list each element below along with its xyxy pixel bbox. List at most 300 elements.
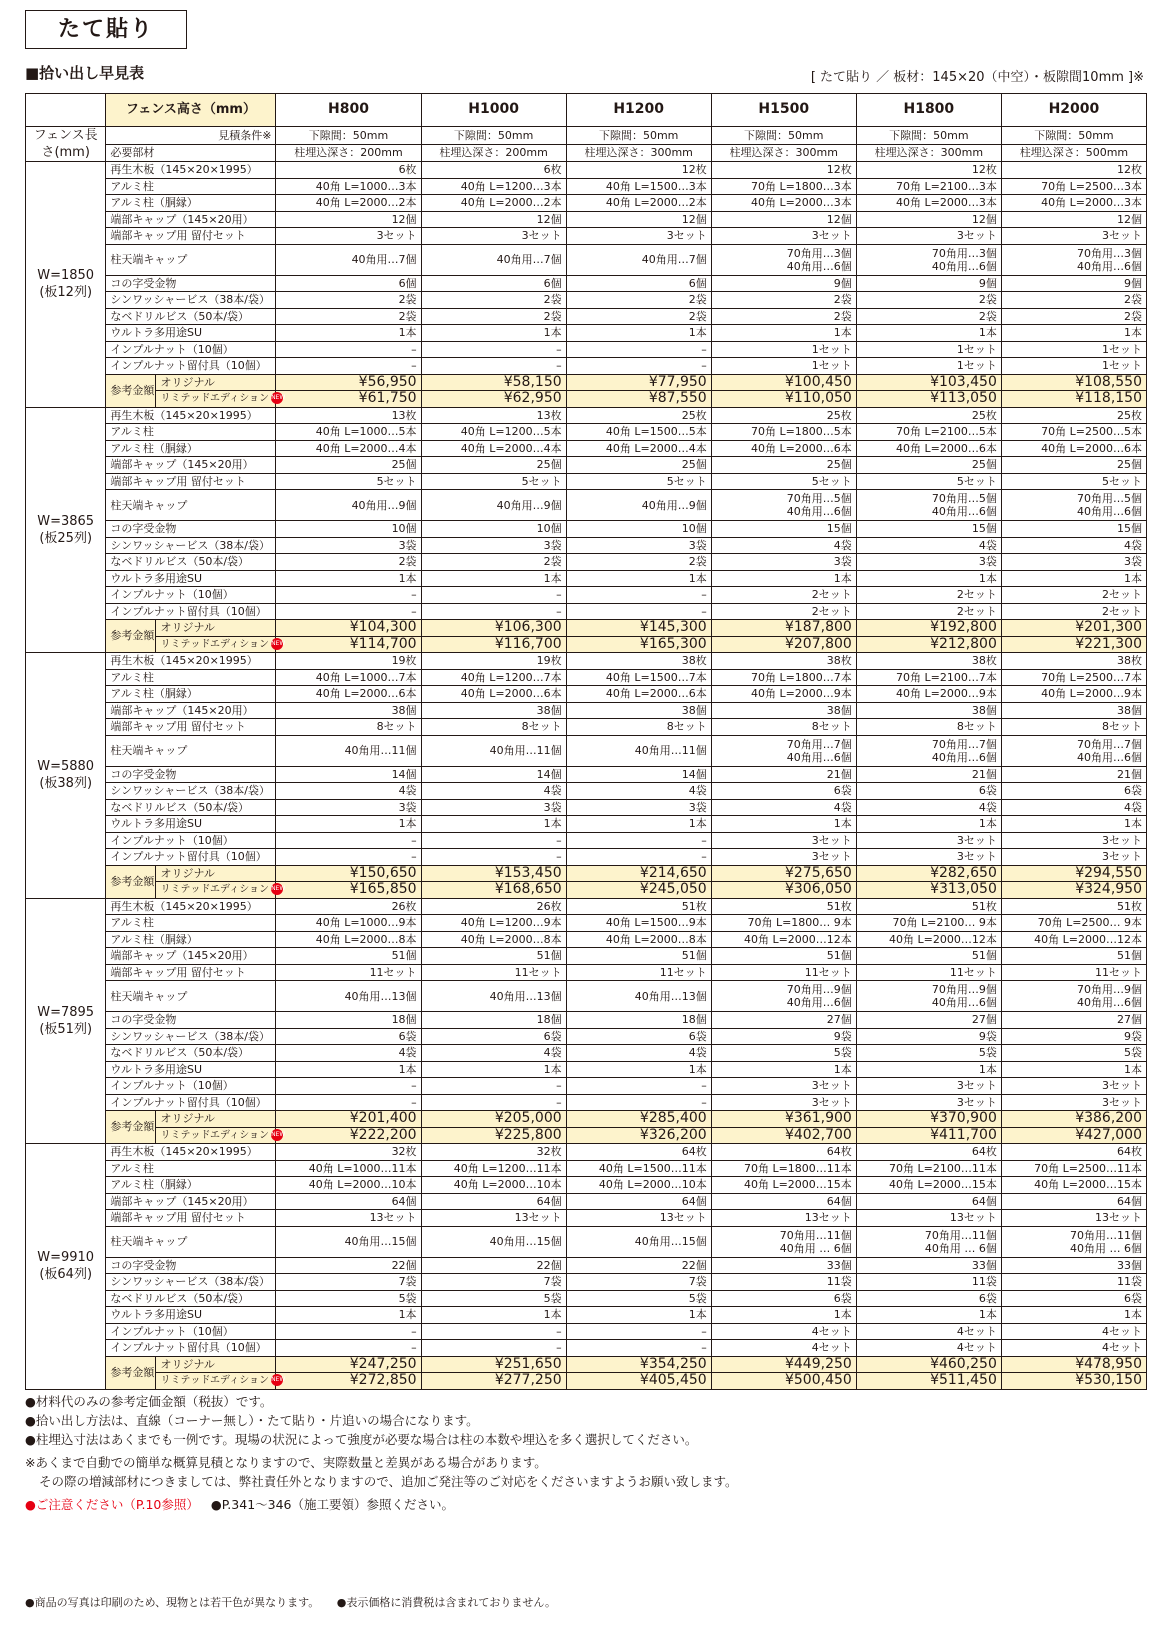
part-value: – [566, 1094, 711, 1111]
original-price: ¥214,650 [566, 865, 711, 882]
original-price: ¥285,400 [566, 1111, 711, 1128]
part-value: 3セット [1001, 1094, 1146, 1111]
part-value: 40角 L=2000…10本 [276, 1177, 421, 1194]
limited-price: ¥405,450 [566, 1373, 711, 1390]
part-value: 4袋 [711, 799, 856, 816]
part-value: 3セット [856, 228, 1001, 245]
gap-condition: 下隙間：50mm [421, 127, 566, 145]
part-value: 70角 L=1800… 9本 [711, 915, 856, 932]
part-value: 1本 [1001, 816, 1146, 833]
part-name: アルミ柱 [106, 669, 276, 686]
part-value: 64枚 [566, 1144, 711, 1161]
part-name: 柱天端キャップ [106, 1226, 276, 1257]
fence-height-label: フェンス高さ（mm） [106, 94, 276, 127]
part-value: 1本 [1001, 1307, 1146, 1324]
fence-length-label: フェンス長さ(mm) [26, 127, 106, 162]
part-value: 70角 L=2100…3本 [856, 178, 1001, 195]
part-name: コの字受金物 [106, 275, 276, 292]
part-value: 25個 [566, 457, 711, 474]
limited-price: ¥277,250 [421, 1373, 566, 1390]
part-name: 柱天端キャップ [106, 244, 276, 275]
part-name: アルミ柱（胴縁） [106, 195, 276, 212]
original-price: ¥145,300 [566, 620, 711, 637]
part-value: 6枚 [276, 162, 421, 179]
part-value-line: 70角用…5個 [1077, 492, 1142, 505]
part-value [1001, 735, 1146, 766]
part-value: 70角 L=2100…11本 [856, 1160, 1001, 1177]
original-label: オリジナル [156, 1111, 276, 1128]
part-name: ウルトラ多用途SU [106, 1307, 276, 1324]
limited-price: ¥62,950 [421, 391, 566, 408]
part-value: 6袋 [276, 1028, 421, 1045]
part-value: 11セット [421, 964, 566, 981]
part-value: 27個 [1001, 1012, 1146, 1029]
gap-condition: 下隙間：50mm [711, 127, 856, 145]
new-badge-icon: NEW [271, 1129, 283, 1141]
original-price: ¥153,450 [421, 865, 566, 882]
part-name: シンワッシャービス（38本/袋） [106, 1028, 276, 1045]
estimate-table [25, 93, 1147, 1390]
part-value-line: 40角用…6個 [931, 505, 997, 518]
part-value: 40角用…9個 [276, 490, 421, 521]
original-price: ¥460,250 [856, 1356, 1001, 1373]
part-value: 40角 L=2000…9本 [1001, 686, 1146, 703]
part-value: 12個 [856, 211, 1001, 228]
part-value: 22個 [276, 1257, 421, 1274]
part-value: 4袋 [276, 783, 421, 800]
part-value: 4袋 [421, 783, 566, 800]
part-value: 8セット [1001, 719, 1146, 736]
part-value: 3袋 [1001, 554, 1146, 571]
part-value: 10個 [566, 521, 711, 538]
original-price: ¥106,300 [421, 620, 566, 637]
part-value-line: 70角用…9個 [786, 983, 852, 996]
new-badge-icon: NEW [271, 1374, 283, 1386]
part-name: 柱天端キャップ [106, 490, 276, 521]
part-value: 4セット [711, 1323, 856, 1340]
width-group-label [26, 1144, 106, 1390]
part-value: 51個 [421, 948, 566, 965]
part-value: 1本 [421, 1061, 566, 1078]
gap-condition: 下隙間：50mm [276, 127, 421, 145]
part-name: ウルトラ多用途SU [106, 1061, 276, 1078]
gap-condition: 下隙間：50mm [566, 127, 711, 145]
part-value: 40角 L=1000…5本 [276, 424, 421, 441]
part-value: 6袋 [711, 783, 856, 800]
part-value: 2袋 [566, 308, 711, 325]
part-value: 40角用…13個 [566, 981, 711, 1012]
original-price: ¥205,000 [421, 1111, 566, 1128]
part-value: – [276, 1323, 421, 1340]
part-value: 4袋 [566, 783, 711, 800]
part-value: 40角 L=1200…7本 [421, 669, 566, 686]
part-value: 32枚 [276, 1144, 421, 1161]
part-value: 64個 [421, 1193, 566, 1210]
part-name: コの字受金物 [106, 766, 276, 783]
footer [25, 1594, 556, 1610]
part-value: 40角用…7個 [421, 244, 566, 275]
part-value: – [421, 587, 566, 604]
part-name: 端部キャップ（145×20用） [106, 948, 276, 965]
limited-price: ¥324,950 [1001, 882, 1146, 899]
part-value: 25枚 [566, 407, 711, 424]
width-group-label [26, 162, 106, 408]
part-value: 12個 [421, 211, 566, 228]
part-value: 15個 [711, 521, 856, 538]
part-value-line: 40角用 … 6個 [779, 1241, 852, 1255]
part-value: 40角 L=2000…8本 [566, 931, 711, 948]
part-value: 40角 L=2000…8本 [421, 931, 566, 948]
part-value: 40角用…13個 [276, 981, 421, 1012]
part-name: アルミ柱 [106, 915, 276, 932]
part-value-line: 40角用…6個 [931, 750, 997, 764]
part-value: 40角 L=2000…3本 [856, 195, 1001, 212]
part-value: 1本 [421, 325, 566, 342]
part-value: 64個 [1001, 1193, 1146, 1210]
part-value: 3セット [1001, 832, 1146, 849]
limited-text: リミテッドエディション [160, 1129, 270, 1141]
part-value: 1セット [711, 341, 856, 358]
part-value: 40角 L=2000…12本 [856, 931, 1001, 948]
part-value: 10個 [276, 521, 421, 538]
part-value: 3袋 [421, 537, 566, 554]
original-price: ¥192,800 [856, 620, 1001, 637]
part-value: 2セット [711, 587, 856, 604]
part-value: 12枚 [566, 162, 711, 179]
height-header: H800 [276, 94, 421, 127]
part-value: 51個 [1001, 948, 1146, 965]
part-value: 40角 L=2000…4本 [421, 440, 566, 457]
part-value: 4袋 [421, 1045, 566, 1062]
part-value: 40角 L=2000…2本 [276, 195, 421, 212]
part-value-line: 70角用…11個 [779, 1228, 852, 1242]
part-value: 3袋 [856, 554, 1001, 571]
part-value: 70角 L=1800…3本 [711, 178, 856, 195]
part-value: 40角 L=2000…2本 [566, 195, 711, 212]
part-value: 70角 L=2100…5本 [856, 424, 1001, 441]
part-name: 端部キャップ用 留付セット [106, 228, 276, 245]
part-value: – [276, 1094, 421, 1111]
part-name: シンワッシャービス（38本/袋） [106, 783, 276, 800]
part-value [711, 735, 856, 766]
part-value: – [421, 1078, 566, 1095]
limited-price: ¥427,000 [1001, 1127, 1146, 1144]
reference-note: ●P.341〜346（施工要領）参照ください。 [210, 1497, 455, 1512]
original-price: ¥275,650 [711, 865, 856, 882]
part-name: アルミ柱（胴縁） [106, 440, 276, 457]
part-value: 15個 [856, 521, 1001, 538]
original-label: オリジナル [156, 620, 276, 637]
original-price: ¥247,250 [276, 1356, 421, 1373]
part-value: 70角 L=2500…5本 [1001, 424, 1146, 441]
part-value: 40角用…11個 [276, 735, 421, 766]
part-value: 1本 [1001, 1061, 1146, 1078]
part-value: 13セット [421, 1210, 566, 1227]
part-value: 2袋 [1001, 292, 1146, 309]
part-value: 1本 [1001, 325, 1146, 342]
depth-condition: 柱埋込深さ：300mm [711, 144, 856, 162]
estimate-condition: 見積条件※ [106, 127, 276, 145]
part-value: 40角 L=2000…10本 [421, 1177, 566, 1194]
part-value: 8セット [566, 719, 711, 736]
part-value: 38個 [1001, 702, 1146, 719]
part-value: 1本 [276, 1061, 421, 1078]
part-value: 38個 [856, 702, 1001, 719]
part-value: 3セット [856, 832, 1001, 849]
part-value: 1本 [566, 816, 711, 833]
part-value: – [276, 1340, 421, 1357]
limited-price: ¥61,750 [276, 391, 421, 408]
part-value: 4袋 [1001, 537, 1146, 554]
part-value: 51枚 [711, 898, 856, 915]
part-value [711, 1226, 856, 1257]
original-price: ¥103,450 [856, 374, 1001, 391]
note: ●柱埋込寸法はあくまでも一例です。現場の状況によって強度が必要な場合は柱の本数や埋込を多く選択してください。 [25, 1432, 698, 1447]
part-value: – [421, 358, 566, 375]
limited-price: ¥411,700 [856, 1127, 1001, 1144]
part-value: 70角 L=2500…11本 [1001, 1160, 1146, 1177]
limited-price: ¥326,200 [566, 1127, 711, 1144]
part-value: – [566, 358, 711, 375]
part-value: 25個 [711, 457, 856, 474]
part-value: – [421, 1094, 566, 1111]
part-value: – [566, 587, 711, 604]
part-name: インプルナット（10個） [106, 587, 276, 604]
new-badge-icon: NEW [271, 883, 283, 895]
original-price: ¥478,950 [1001, 1356, 1146, 1373]
part-value: – [276, 832, 421, 849]
original-price: ¥282,650 [856, 865, 1001, 882]
part-value: 18個 [566, 1012, 711, 1029]
part-name: 柱天端キャップ [106, 981, 276, 1012]
part-value: 4袋 [856, 537, 1001, 554]
limited-price: ¥165,850 [276, 882, 421, 899]
part-value: 12個 [566, 211, 711, 228]
part-value: 40角 L=2000…6本 [566, 686, 711, 703]
limited-price: ¥221,300 [1001, 636, 1146, 653]
board-count: (板51列) [39, 1021, 93, 1037]
limited-price: ¥207,800 [711, 636, 856, 653]
part-value: 3セット [856, 1078, 1001, 1095]
part-name: アルミ柱 [106, 424, 276, 441]
part-value [856, 490, 1001, 521]
original-price: ¥56,950 [276, 374, 421, 391]
part-value: 9袋 [1001, 1028, 1146, 1045]
part-name: ウルトラ多用途SU [106, 570, 276, 587]
part-value: 1本 [711, 325, 856, 342]
part-value: 40角 L=1500…3本 [566, 178, 711, 195]
caution-note: ●ご注意ください（P.10参照） [25, 1497, 199, 1512]
part-value: – [566, 603, 711, 620]
part-value: 64個 [276, 1193, 421, 1210]
part-value: – [421, 849, 566, 866]
part-name: インプルナット留付具（10個） [106, 603, 276, 620]
part-value [1001, 981, 1146, 1012]
part-value: 1セット [1001, 341, 1146, 358]
part-value-line: 40角用…6個 [931, 259, 997, 273]
part-value: 6個 [421, 275, 566, 292]
part-value: 19枚 [276, 653, 421, 670]
part-value: 9袋 [856, 1028, 1001, 1045]
part-name: インプルナット留付具（10個） [106, 1340, 276, 1357]
part-value: 11セット [856, 964, 1001, 981]
part-value: 6袋 [1001, 783, 1146, 800]
part-value: 38個 [711, 702, 856, 719]
part-value: 38枚 [566, 653, 711, 670]
part-value: 13枚 [276, 407, 421, 424]
part-value: 14個 [276, 766, 421, 783]
part-value: 38個 [421, 702, 566, 719]
board-count: (板38列) [39, 776, 93, 792]
part-value: 18個 [421, 1012, 566, 1029]
part-value: – [421, 341, 566, 358]
gap-condition: 下隙間：50mm [1001, 127, 1146, 145]
width-label: W=5880 [37, 759, 95, 775]
part-value: 40角 L=2000…12本 [711, 931, 856, 948]
part-value [856, 1226, 1001, 1257]
part-value-line: 40角用…6個 [786, 259, 852, 273]
part-value: 6個 [276, 275, 421, 292]
part-value: 40角 L=1000…9本 [276, 915, 421, 932]
part-value: 1セット [711, 358, 856, 375]
part-value: 70角 L=1800…5本 [711, 424, 856, 441]
part-name: コの字受金物 [106, 521, 276, 538]
required-parts-label: 必要部材 [106, 144, 276, 162]
part-value-line: 70角用…7個 [1077, 737, 1142, 751]
part-value: 70角 L=2500…3本 [1001, 178, 1146, 195]
part-value: 3セット [566, 228, 711, 245]
part-value: 1本 [856, 1307, 1001, 1324]
limited-price: ¥402,700 [711, 1127, 856, 1144]
part-value: 11セット [566, 964, 711, 981]
part-name: なベドリルビス（50本/袋） [106, 554, 276, 571]
limited-price: ¥113,050 [856, 391, 1001, 408]
part-value: 2袋 [276, 554, 421, 571]
part-value: 3セット [1001, 228, 1146, 245]
part-value: 13枚 [421, 407, 566, 424]
part-value: 25個 [276, 457, 421, 474]
part-value: 6袋 [421, 1028, 566, 1045]
part-value-line: 70角用…11個 [1070, 1228, 1142, 1242]
part-value: 27個 [711, 1012, 856, 1029]
part-value: 40角 L=1200…5本 [421, 424, 566, 441]
part-value: 9個 [711, 275, 856, 292]
part-value: 40角用…11個 [421, 735, 566, 766]
part-value [1001, 244, 1146, 275]
part-value-line: 70角用…5個 [931, 492, 997, 505]
height-header: H2000 [1001, 94, 1146, 127]
part-value [856, 244, 1001, 275]
part-value: 2袋 [276, 292, 421, 309]
part-name: なベドリルビス（50本/袋） [106, 799, 276, 816]
part-value: 40角 L=1200…3本 [421, 178, 566, 195]
part-name: 再生木板（145×20×1995） [106, 653, 276, 670]
part-value: 6枚 [421, 162, 566, 179]
part-value: 40角用…15個 [421, 1226, 566, 1257]
board-count: (板25列) [39, 530, 93, 546]
part-value: 2セット [711, 603, 856, 620]
reference-price-label: 参考金額 [106, 1111, 156, 1144]
part-name: 端部キャップ用 留付セット [106, 964, 276, 981]
part-value: 3袋 [566, 537, 711, 554]
part-value: 40角 L=2000…15本 [1001, 1177, 1146, 1194]
new-badge-icon: NEW [271, 638, 283, 650]
limited-label [156, 882, 286, 899]
part-value: 38枚 [856, 653, 1001, 670]
part-value: 3セット [1001, 1078, 1146, 1095]
part-value-line: 40角用…6個 [1077, 259, 1142, 273]
part-value: 6個 [566, 275, 711, 292]
limited-label [156, 391, 286, 408]
original-price: ¥104,300 [276, 620, 421, 637]
part-value: 40角 L=2000…9本 [856, 686, 1001, 703]
part-value-line: 70角用…3個 [1077, 246, 1142, 260]
part-value: – [276, 1078, 421, 1095]
part-value: 40角 L=2000…6本 [421, 686, 566, 703]
part-value: 4袋 [276, 1045, 421, 1062]
part-value: – [421, 1323, 566, 1340]
limited-price: ¥118,150 [1001, 391, 1146, 408]
part-value: 2袋 [421, 292, 566, 309]
part-value: 70角 L=1800…11本 [711, 1160, 856, 1177]
part-value: 70角 L=2100… 9本 [856, 915, 1001, 932]
part-value: 2セット [1001, 587, 1146, 604]
part-value: 1本 [711, 1307, 856, 1324]
part-name: 端部キャップ用 留付セット [106, 719, 276, 736]
depth-condition: 柱埋込深さ：500mm [1001, 144, 1146, 162]
width-label: W=1850 [37, 268, 95, 284]
height-header: H1000 [421, 94, 566, 127]
part-value: – [566, 1323, 711, 1340]
part-value-line: 70角用…3個 [786, 246, 852, 260]
part-value: 22個 [566, 1257, 711, 1274]
original-price: ¥108,550 [1001, 374, 1146, 391]
original-price: ¥201,300 [1001, 620, 1146, 637]
part-value: 70角 L=2500… 9本 [1001, 915, 1146, 932]
part-value: 40角 L=2000…6本 [856, 440, 1001, 457]
part-value: 25個 [856, 457, 1001, 474]
depth-condition: 柱埋込深さ：200mm [421, 144, 566, 162]
part-value: 40角 L=1000…3本 [276, 178, 421, 195]
part-value: 40角 L=1500…5本 [566, 424, 711, 441]
part-value: 2袋 [566, 554, 711, 571]
part-value: 40角 L=1200…9本 [421, 915, 566, 932]
part-name: アルミ柱（胴縁） [106, 931, 276, 948]
part-name: 端部キャップ用 留付セット [106, 1210, 276, 1227]
part-value: 40角 L=1000…11本 [276, 1160, 421, 1177]
part-value: 8セット [856, 719, 1001, 736]
part-value: 40角 L=2000…3本 [1001, 195, 1146, 212]
part-value: 1本 [566, 1307, 711, 1324]
original-label: オリジナル [156, 374, 276, 391]
part-value: 10個 [421, 521, 566, 538]
limited-price: ¥306,050 [711, 882, 856, 899]
depth-condition: 柱埋込深さ：300mm [856, 144, 1001, 162]
spec-note: [ たて貼り ／ 板材：145×20（中空）・板隙間10mm ]※ [810, 70, 1144, 85]
limited-text: リミテッドエディション [160, 1375, 270, 1386]
part-value: 40角 L=2000…12本 [1001, 931, 1146, 948]
part-value: 70角 L=1800…7本 [711, 669, 856, 686]
footer-note-2: ●表示価格に消費税は含まれておりません。 [336, 1596, 557, 1609]
part-value: 2袋 [276, 308, 421, 325]
limited-text: リミテッドエディション [160, 638, 270, 650]
reference-price-label: 参考金額 [106, 374, 156, 407]
part-value: 40角 L=1500…11本 [566, 1160, 711, 1177]
part-value: 5セット [856, 473, 1001, 490]
part-value: 1セット [856, 358, 1001, 375]
part-value: 11セット [711, 964, 856, 981]
part-value: 4セット [856, 1323, 1001, 1340]
